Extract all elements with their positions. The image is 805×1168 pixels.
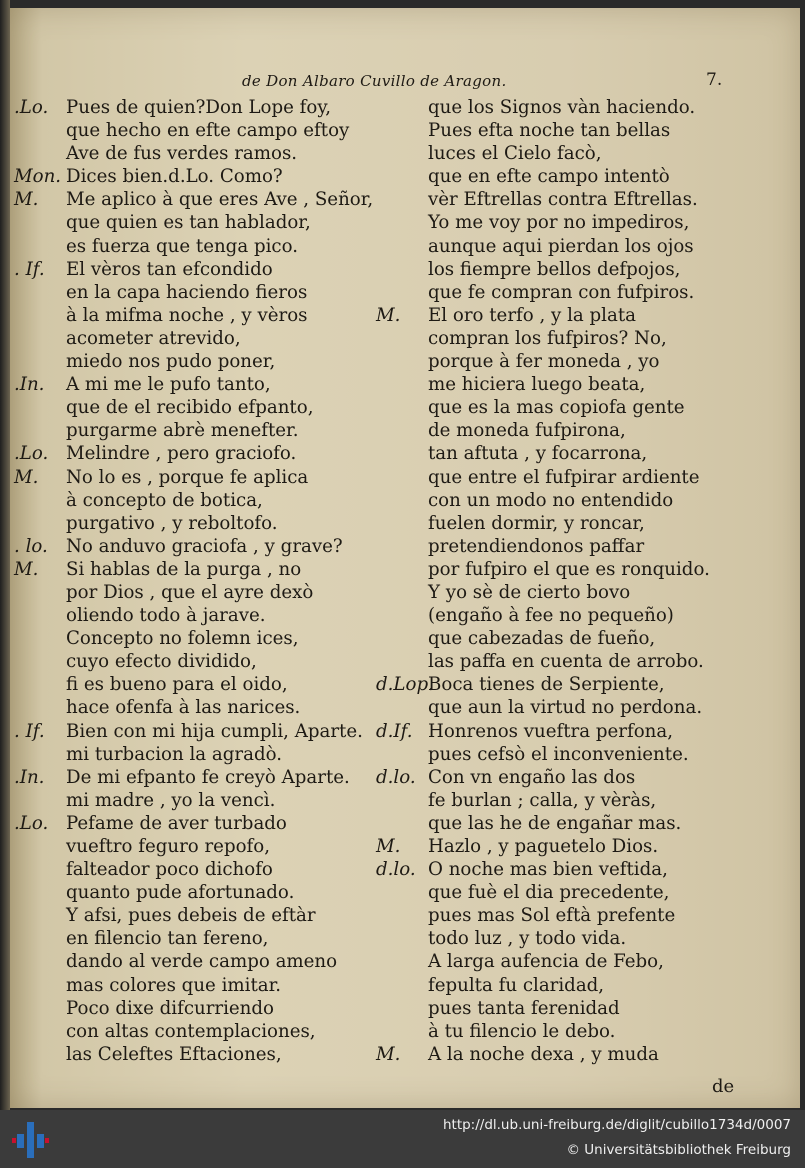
verse-line xyxy=(14,442,386,465)
verse-line xyxy=(14,997,386,1020)
verse-line xyxy=(14,1020,386,1043)
verse-text: Pues de quien?Don Lope foy, xyxy=(66,97,331,118)
verse-line xyxy=(14,673,386,696)
verse-line xyxy=(14,119,386,142)
verse-line xyxy=(376,466,748,489)
verse-line xyxy=(376,142,748,165)
verse-line xyxy=(14,696,386,719)
source-url-link[interactable]: http://dl.ub.uni-freiburg.de/diglit/cubillo1734d/0007 xyxy=(442,1117,791,1133)
verse-line xyxy=(14,950,386,973)
verse-line xyxy=(14,1043,386,1066)
verse-text: vèr Eftrellas contra Eftrellas. xyxy=(428,189,698,211)
verse-text: Yo me voy por no impediros, xyxy=(428,212,690,234)
verse-text: que entre el fufpirar ardiente xyxy=(428,466,700,488)
verse-text: El oro terfo , y la plata xyxy=(428,304,636,326)
verse-text: en la capa haciendo fieros xyxy=(66,281,308,303)
verse-text: mi madre , yo la vencì. xyxy=(66,789,276,811)
verse-text: que los Signos vàn haciendo. xyxy=(428,97,696,118)
verse-text: fe burlan ; calla, y vèràs, xyxy=(428,789,657,811)
speaker-label: d.lo. xyxy=(376,859,416,881)
verse-text: pues tanta ferenidad xyxy=(428,997,620,1019)
ub-freiburg-logo-icon xyxy=(12,1120,50,1160)
verse-text: compran los fufpiros? No, xyxy=(428,327,667,349)
verse-line xyxy=(14,396,386,419)
verse-text: me hiciera luego beata, xyxy=(428,374,646,396)
verse-text: oliendo todo à jarave. xyxy=(66,605,266,627)
speaker-label: .In. xyxy=(14,766,45,788)
verse-line xyxy=(376,350,748,373)
verse-text: Boca tienes de Serpiente, xyxy=(428,674,665,696)
verse-text: que hecho en efte campo eftoy xyxy=(66,120,350,142)
verse-text: los fiempre bellos defpojos, xyxy=(428,258,681,280)
verse-text: à tu filencio le debo. xyxy=(428,1020,616,1042)
verse-line xyxy=(14,327,386,350)
verse-line xyxy=(376,696,748,719)
verse-text: tan aftuta , y focarrona, xyxy=(428,443,648,465)
verse-line xyxy=(14,258,386,281)
verse-line xyxy=(376,789,748,812)
verse-line xyxy=(14,650,386,673)
verse-text: Pefame de aver turbado xyxy=(66,812,287,834)
verse-text: pretendiendonos paffar xyxy=(428,535,645,557)
verse-text: de moneda fufpirona, xyxy=(428,420,626,442)
speaker-label: M. xyxy=(14,558,39,580)
left-text-column xyxy=(14,96,386,1066)
page-binding-edge xyxy=(0,0,10,1110)
verse-line xyxy=(376,881,748,904)
verse-line xyxy=(14,974,386,997)
verse-line xyxy=(14,350,386,373)
verse-text: por fufpiro el que es ronquido. xyxy=(428,558,710,580)
speaker-label: .Lo. xyxy=(14,443,49,465)
verse-line xyxy=(376,581,748,604)
verse-text: Ave de fus verdes ramos. xyxy=(66,143,298,165)
verse-line xyxy=(14,904,386,927)
verse-text: Honrenos vueftra perfona, xyxy=(428,720,673,742)
verse-text: Melindre , pero graciofo. xyxy=(66,443,297,465)
verse-text: hace ofenfa à las narices. xyxy=(66,697,301,719)
verse-text: que es la mas copiofa gente xyxy=(428,397,685,419)
speaker-label: M. xyxy=(376,304,401,326)
verse-line xyxy=(14,927,386,950)
verse-text: No anduvo graciofa , y grave? xyxy=(66,535,343,557)
speaker-label: M. xyxy=(14,466,39,488)
verse-line xyxy=(14,96,386,119)
verse-line xyxy=(14,858,386,881)
verse-text: A mi me le pufo tanto, xyxy=(66,374,271,396)
speaker-label: .Lo. xyxy=(14,812,49,834)
verse-line xyxy=(376,512,748,535)
verse-line xyxy=(376,235,748,258)
verse-text: fi es bueno para el oido, xyxy=(66,674,288,696)
verse-text: El vèros tan efcondido xyxy=(66,258,273,280)
catchword: de xyxy=(712,1076,735,1097)
verse-line xyxy=(14,235,386,258)
verse-text: acometer atrevido, xyxy=(66,327,241,349)
verse-line xyxy=(14,512,386,535)
verse-text: vueftro feguro repofo, xyxy=(66,836,271,857)
verse-line xyxy=(14,142,386,165)
verse-text: aunque aqui pierdan los ojos xyxy=(428,235,694,257)
verse-line xyxy=(376,627,748,650)
verse-text: Hazlo , y paguetelo Dios. xyxy=(428,836,659,857)
verse-line xyxy=(376,997,748,1020)
verse-line xyxy=(376,650,748,673)
verse-text: Si hablas de la purga , no xyxy=(66,558,302,580)
verse-line xyxy=(376,281,748,304)
verse-line xyxy=(14,627,386,650)
verse-text: que cabezadas de fueño, xyxy=(428,628,656,650)
verse-text: que en efte campo intentò xyxy=(428,166,670,188)
verse-line xyxy=(376,558,748,581)
verse-line xyxy=(14,812,386,835)
verse-text: Y afsi, pues debeis de eftàr xyxy=(66,905,316,927)
verse-line xyxy=(376,673,748,696)
verse-line xyxy=(14,535,386,558)
verse-text: quanto pude afortunado. xyxy=(66,882,295,904)
verse-line xyxy=(376,835,748,858)
verse-text: Me aplico à que eres Ave , Señor, xyxy=(66,189,374,211)
verse-line xyxy=(376,304,748,327)
verse-line xyxy=(376,1043,748,1066)
copyright-notice: © Universitätsbibliothek Freiburg xyxy=(566,1142,791,1158)
speaker-label: M. xyxy=(376,836,401,857)
verse-line xyxy=(14,789,386,812)
verse-line xyxy=(14,604,386,627)
verse-line xyxy=(376,96,748,119)
verse-text: las paffa en cuenta de arrobo. xyxy=(428,651,704,673)
verse-line xyxy=(376,211,748,234)
speaker-label: .Lo. xyxy=(14,97,49,118)
verse-line xyxy=(376,743,748,766)
page-number: 7. xyxy=(706,70,723,90)
verse-text: porque à fer moneda , yo xyxy=(428,351,660,373)
verse-line xyxy=(376,535,748,558)
verse-text: que fe compran con fufpiros. xyxy=(428,281,695,303)
verse-text: luces el Cielo facò, xyxy=(428,143,602,165)
speaker-label: . If. xyxy=(14,258,45,280)
verse-line xyxy=(376,327,748,350)
verse-line xyxy=(376,904,748,927)
speaker-label: Mon. xyxy=(14,166,62,188)
verse-text: à concepto de botica, xyxy=(66,489,263,511)
verse-text: las Celeftes Eftaciones, xyxy=(66,1043,282,1065)
verse-line xyxy=(376,812,748,835)
verse-line xyxy=(376,119,748,142)
verse-text: fepulta fu claridad, xyxy=(428,974,605,996)
verse-line xyxy=(14,466,386,489)
verse-line xyxy=(376,419,748,442)
verse-text: Bien con mi hija cumpli, Aparte. xyxy=(66,720,363,742)
verse-line xyxy=(14,881,386,904)
verse-text: fuelen dormir, y roncar, xyxy=(428,512,645,534)
verse-text: que de el recibido efpanto, xyxy=(66,397,314,419)
verse-text: que aun la virtud no perdona. xyxy=(428,697,703,719)
verse-text: De mi efpanto fe creyò Aparte. xyxy=(66,766,350,788)
verse-line xyxy=(14,581,386,604)
verse-text: Pues efta noche tan bellas xyxy=(428,120,671,142)
verse-text: cuyo efecto dividido, xyxy=(66,651,257,673)
verse-text: Y yo sè de cierto bovo xyxy=(428,581,631,603)
verse-line xyxy=(376,604,748,627)
verse-line xyxy=(376,396,748,419)
verse-line xyxy=(14,720,386,743)
verse-text: todo luz , y todo vida. xyxy=(428,928,627,950)
verse-text: Concepto no folemn ices, xyxy=(66,628,299,650)
verse-line xyxy=(376,927,748,950)
verse-text: miedo nos pudo poner, xyxy=(66,351,276,373)
right-text-column xyxy=(376,96,748,1066)
verse-text: es fuerza que tenga pico. xyxy=(66,235,298,257)
speaker-label: M. xyxy=(376,1043,401,1065)
verse-line xyxy=(376,1020,748,1043)
verse-text: No lo es , porque fe aplica xyxy=(66,466,309,488)
speaker-label: . lo. xyxy=(14,535,48,557)
verse-text: A la noche dexa , y muda xyxy=(428,1043,659,1065)
verse-line xyxy=(14,188,386,211)
verse-line xyxy=(376,165,748,188)
verse-line xyxy=(376,258,748,281)
verse-text: A larga aufencia de Febo, xyxy=(428,951,664,973)
verse-text: à la mifma noche , y vèros xyxy=(66,304,308,326)
verse-text: que las he de engañar mas. xyxy=(428,812,682,834)
verse-line xyxy=(376,373,748,396)
verse-text: O noche mas bien veftida, xyxy=(428,859,668,881)
speaker-label: d.If. xyxy=(376,720,413,742)
verse-line xyxy=(14,165,386,188)
verse-text: que quien es tan hablador, xyxy=(66,212,311,234)
verse-text: (engaño à fee no pequeño) xyxy=(428,605,674,627)
verse-text: con altas contemplaciones, xyxy=(66,1020,316,1042)
verse-text: con un modo no entendido xyxy=(428,489,674,511)
verse-line xyxy=(14,281,386,304)
verse-text: pues mas Sol eftà prefente xyxy=(428,905,676,927)
verse-line xyxy=(14,766,386,789)
speaker-label: M. xyxy=(14,189,39,211)
verse-line xyxy=(14,419,386,442)
verse-line xyxy=(376,720,748,743)
verse-text: purgativo , y reboltofo. xyxy=(66,512,278,534)
verse-text: Con vn engaño las dos xyxy=(428,766,636,788)
verse-text: falteador poco dichofo xyxy=(66,859,273,881)
running-head: de Don Albaro Cuvillo de Aragon. xyxy=(242,72,507,90)
verse-line xyxy=(376,442,748,465)
verse-text: purgarme abrè menefter. xyxy=(66,420,299,442)
verse-line xyxy=(14,304,386,327)
verse-text: mas colores que imitar. xyxy=(66,974,282,996)
verse-line xyxy=(14,489,386,512)
verse-text: Dices bien.d.Lo. Como? xyxy=(66,166,283,188)
verse-line xyxy=(376,974,748,997)
verse-line xyxy=(14,211,386,234)
verse-text: en filencio tan fereno, xyxy=(66,928,269,950)
book-page xyxy=(10,8,800,1108)
verse-line xyxy=(376,950,748,973)
speaker-label: d.Lop. xyxy=(376,674,434,696)
verse-text: dando al verde campo ameno xyxy=(66,951,338,973)
verse-text: pues cefsò el inconveniente. xyxy=(428,743,689,765)
speaker-label: d.lo. xyxy=(376,766,416,788)
verse-line xyxy=(14,373,386,396)
speaker-label: . If. xyxy=(14,720,45,742)
verse-line xyxy=(376,489,748,512)
verse-line xyxy=(14,835,386,858)
verse-line xyxy=(376,188,748,211)
verse-line xyxy=(376,858,748,881)
viewer-footer xyxy=(0,1110,805,1168)
verse-text: que fuè el dia precedente, xyxy=(428,882,670,904)
verse-line xyxy=(376,766,748,789)
verse-text: Poco dixe difcurriendo xyxy=(66,997,274,1019)
verse-line xyxy=(14,558,386,581)
speaker-label: .In. xyxy=(14,374,45,396)
verse-line xyxy=(14,743,386,766)
verse-text: por Dios , que el ayre dexò xyxy=(66,581,314,603)
verse-text: mi turbacion la agradò. xyxy=(66,743,283,765)
